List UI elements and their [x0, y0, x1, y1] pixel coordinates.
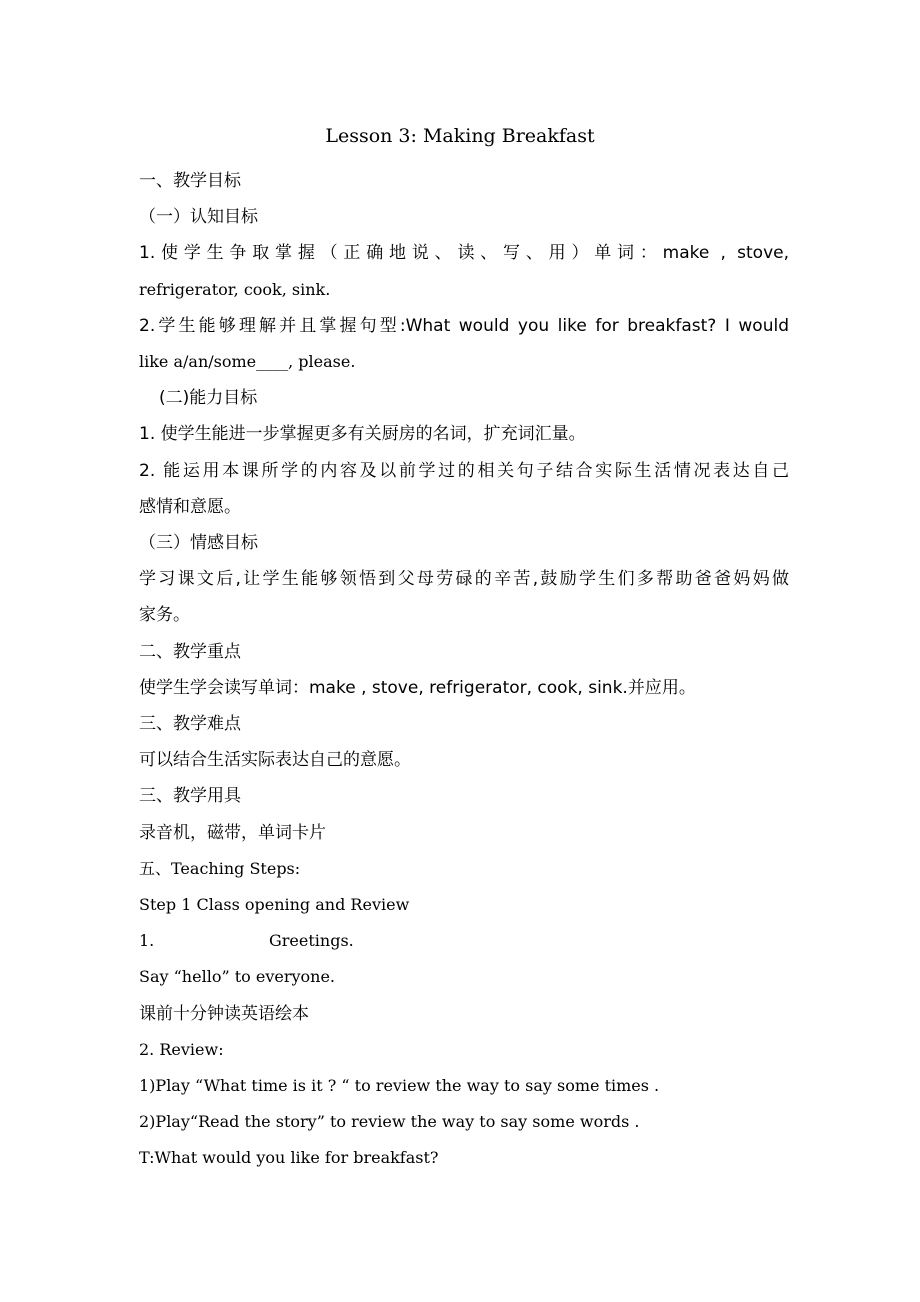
subsection-heading: (二)能力目标: [159, 388, 258, 409]
list-item: 2. Review:: [139, 1039, 224, 1059]
section-heading: 三、教学难点: [139, 714, 241, 735]
list-item: 2)Play“Read the story” to review the way to say some words .: [139, 1112, 640, 1132]
step-heading: Step 1 Class opening and Review: [139, 895, 410, 915]
list-number: 1.: [139, 931, 155, 951]
paragraph-line: 家务。: [139, 605, 190, 626]
list-item: [139, 923, 789, 959]
paragraph-line: like a/an/some____, please.: [139, 352, 356, 372]
section-heading: 一、教学目标: [139, 171, 241, 191]
paragraph-line: 1.使学生争取掌握（正确地说、读、写、用）单词：make , stove,: [139, 243, 789, 264]
list-item: 2. 能运用本课所学的内容及以前学过的相关句子结合实际生活情况表达自己: [139, 460, 789, 481]
document-body: [139, 163, 789, 1177]
paragraph-line: T:What would you like for breakfast?: [139, 1148, 439, 1168]
paragraph-line: 2.学生能够理解并且掌握句型:What would you like for breakfast? I would: [139, 315, 789, 336]
paragraph-line: 可以结合生活实际表达自己的意愿。: [139, 750, 411, 771]
list-item: 1)Play “What time is it ? “ to review the way to say some times .: [139, 1076, 660, 1096]
paragraph-line: 录音机，磁带，单词卡片: [139, 822, 326, 843]
paragraph-line: refrigerator, cook, sink.: [139, 279, 331, 299]
section-heading: 五、Teaching Steps:: [139, 858, 301, 878]
paragraph-line: Say “hello” to everyone.: [139, 967, 336, 987]
section-heading: 二、教学重点: [139, 641, 241, 662]
paragraph-line: 学习课文后,让学生能够领悟到父母劳碌的辛苦,鼓励学生们多帮助爸爸妈妈做: [139, 569, 789, 590]
paragraph-line: 感情和意愿。: [139, 496, 241, 517]
subsection-heading: （三）情感目标: [139, 533, 258, 554]
document-title: Lesson 3: Making Breakfast: [325, 125, 595, 147]
subsection-heading: （一）认知目标: [139, 207, 258, 228]
list-text: Greetings.: [269, 931, 354, 951]
list-item: 1. 使学生能进一步掌握更多有关厨房的名词，扩充词汇量。: [139, 424, 586, 445]
paragraph-line: 使学生学会读写单词：make , stove, refrigerator, cook, sink.并应用。: [139, 677, 696, 698]
section-heading: 三、教学用具: [139, 786, 241, 807]
paragraph-line: 课前十分钟读英语绘本: [139, 1003, 309, 1024]
